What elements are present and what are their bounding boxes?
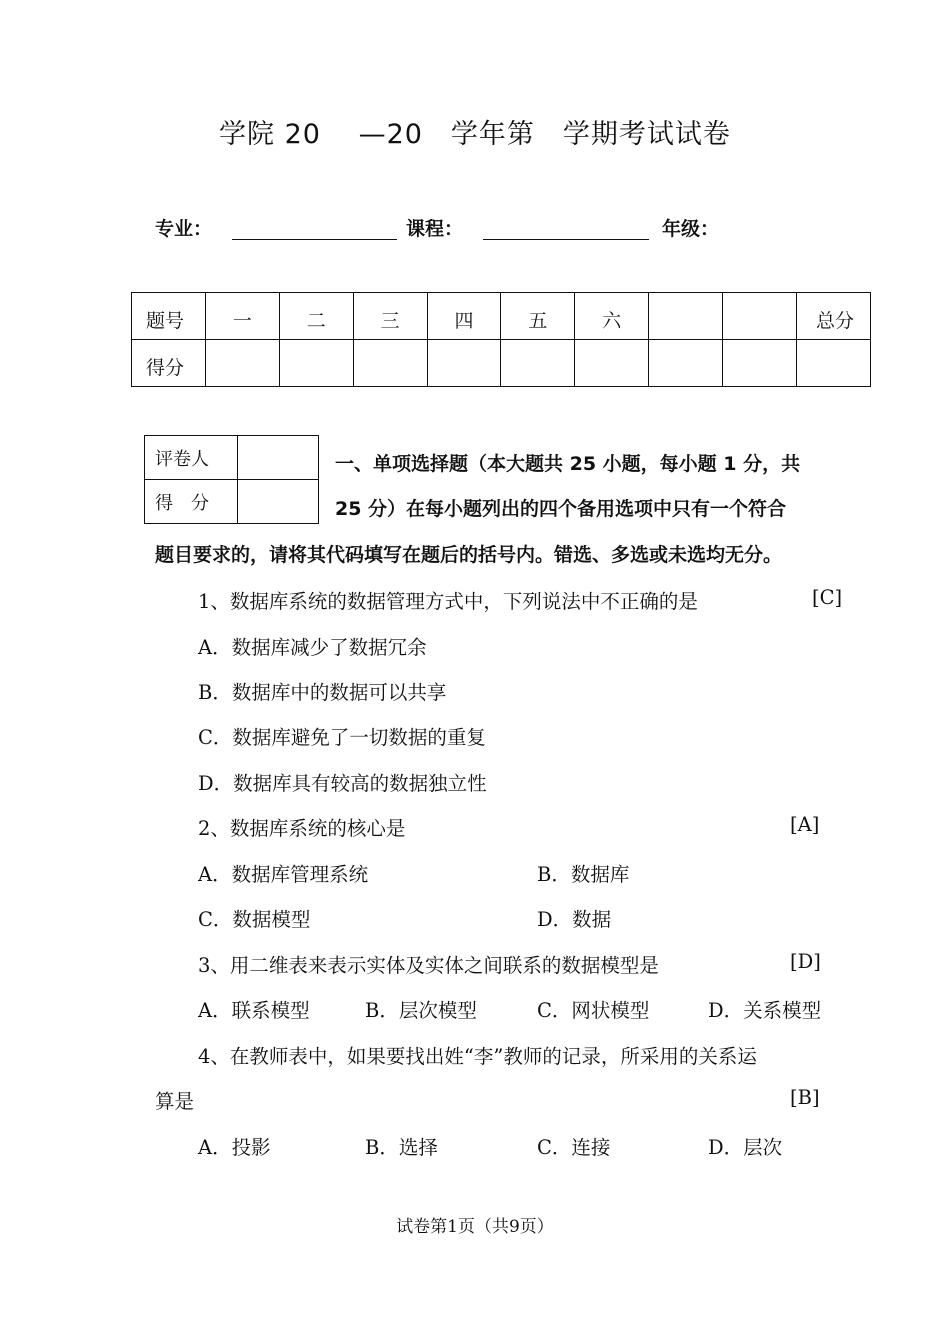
col-1: 一: [205, 293, 279, 340]
question-3-option-b: B．层次模型: [365, 999, 477, 1022]
grader-score-label: 得 分: [145, 480, 238, 524]
question-4-answer: [B]: [790, 1086, 820, 1109]
question-1-stem: 1、数据库系统的数据管理方式中，下列说法中不正确的是: [198, 590, 698, 613]
question-3-option-c: C．网状模型: [537, 999, 650, 1022]
course-blank[interactable]: [483, 239, 649, 240]
question-2-stem: 2、数据库系统的核心是: [198, 817, 406, 840]
score-cell[interactable]: [353, 340, 427, 387]
score-label: 得分: [132, 340, 206, 387]
exam-title: 学院 20 —20 学年第 学期考试试卷: [219, 119, 731, 150]
question-3-answer: [D]: [790, 950, 821, 973]
col-2: 二: [279, 293, 353, 340]
col-4: 四: [427, 293, 501, 340]
page-footer: 试卷第1页（共9页）: [396, 1217, 554, 1237]
question-4-option-b: B．选择: [365, 1136, 438, 1159]
question-1-option-c: C．数据库避免了一切数据的重复: [198, 726, 486, 749]
score-cell[interactable]: [723, 340, 797, 387]
question-4-stem-line2: 算是: [155, 1090, 195, 1113]
question-3-option-a: A．联系模型: [198, 999, 310, 1022]
grader-label: 评卷人: [145, 436, 238, 480]
question-3-option-d: D．关系模型: [708, 999, 822, 1022]
grade-label: 年级：: [662, 218, 720, 240]
total-label: 总分: [797, 293, 871, 340]
col-5: 五: [501, 293, 575, 340]
score-cell[interactable]: [649, 340, 723, 387]
question-4-option-c: C．连接: [537, 1136, 611, 1159]
question-2-answer: [A]: [790, 813, 820, 836]
score-table: [131, 292, 871, 387]
question-2-option-a: A．数据库管理系统: [198, 863, 369, 886]
total-score-cell[interactable]: [797, 340, 871, 387]
score-cell[interactable]: [427, 340, 501, 387]
section1-line2: 25 分）在每小题列出的四个备用选项中只有一个符合: [335, 498, 787, 520]
col-8: [723, 293, 797, 340]
col-3: 三: [353, 293, 427, 340]
question-1-option-b: B．数据库中的数据可以共享: [198, 681, 447, 704]
grader-cell[interactable]: [238, 436, 319, 480]
question-3-stem: 3、用二维表来表示实体及实体之间联系的数据模型是: [198, 954, 659, 977]
score-cell[interactable]: [279, 340, 353, 387]
question-number-label: 题号: [132, 293, 206, 340]
major-blank[interactable]: [232, 239, 397, 240]
question-1-option-a: A．数据库减少了数据冗余: [198, 636, 427, 659]
question-2-option-b: B．数据库: [537, 863, 630, 886]
question-1-answer: [C]: [812, 586, 843, 609]
col-7: [649, 293, 723, 340]
question-4-option-a: A．投影: [198, 1136, 271, 1159]
score-cell[interactable]: [205, 340, 279, 387]
course-label: 课程：: [406, 218, 464, 240]
question-2-option-c: C．数据模型: [198, 908, 311, 931]
score-table-header-row: [132, 293, 871, 340]
question-4-option-d: D．层次: [708, 1136, 783, 1159]
grader-score-cell[interactable]: [238, 480, 319, 524]
major-label: 专业：: [155, 218, 213, 240]
question-2-option-d: D．数据: [537, 908, 612, 931]
section1-line1: 一、单项选择题（本大题共 25 小题，每小题 1 分，共: [335, 453, 801, 475]
score-cell[interactable]: [501, 340, 575, 387]
col-6: 六: [575, 293, 649, 340]
question-4-stem-line1: 4、在教师表中，如果要找出姓“李”教师的记录，所采用的关系运: [198, 1045, 757, 1068]
grader-box: [144, 435, 319, 524]
section1-line3: 题目要求的，请将其代码填写在题后的括号内。错选、多选或未选均无分。: [155, 544, 783, 566]
score-cell[interactable]: [575, 340, 649, 387]
score-table-score-row: [132, 340, 871, 387]
question-1-option-d: D．数据库具有较高的数据独立性: [198, 772, 487, 795]
